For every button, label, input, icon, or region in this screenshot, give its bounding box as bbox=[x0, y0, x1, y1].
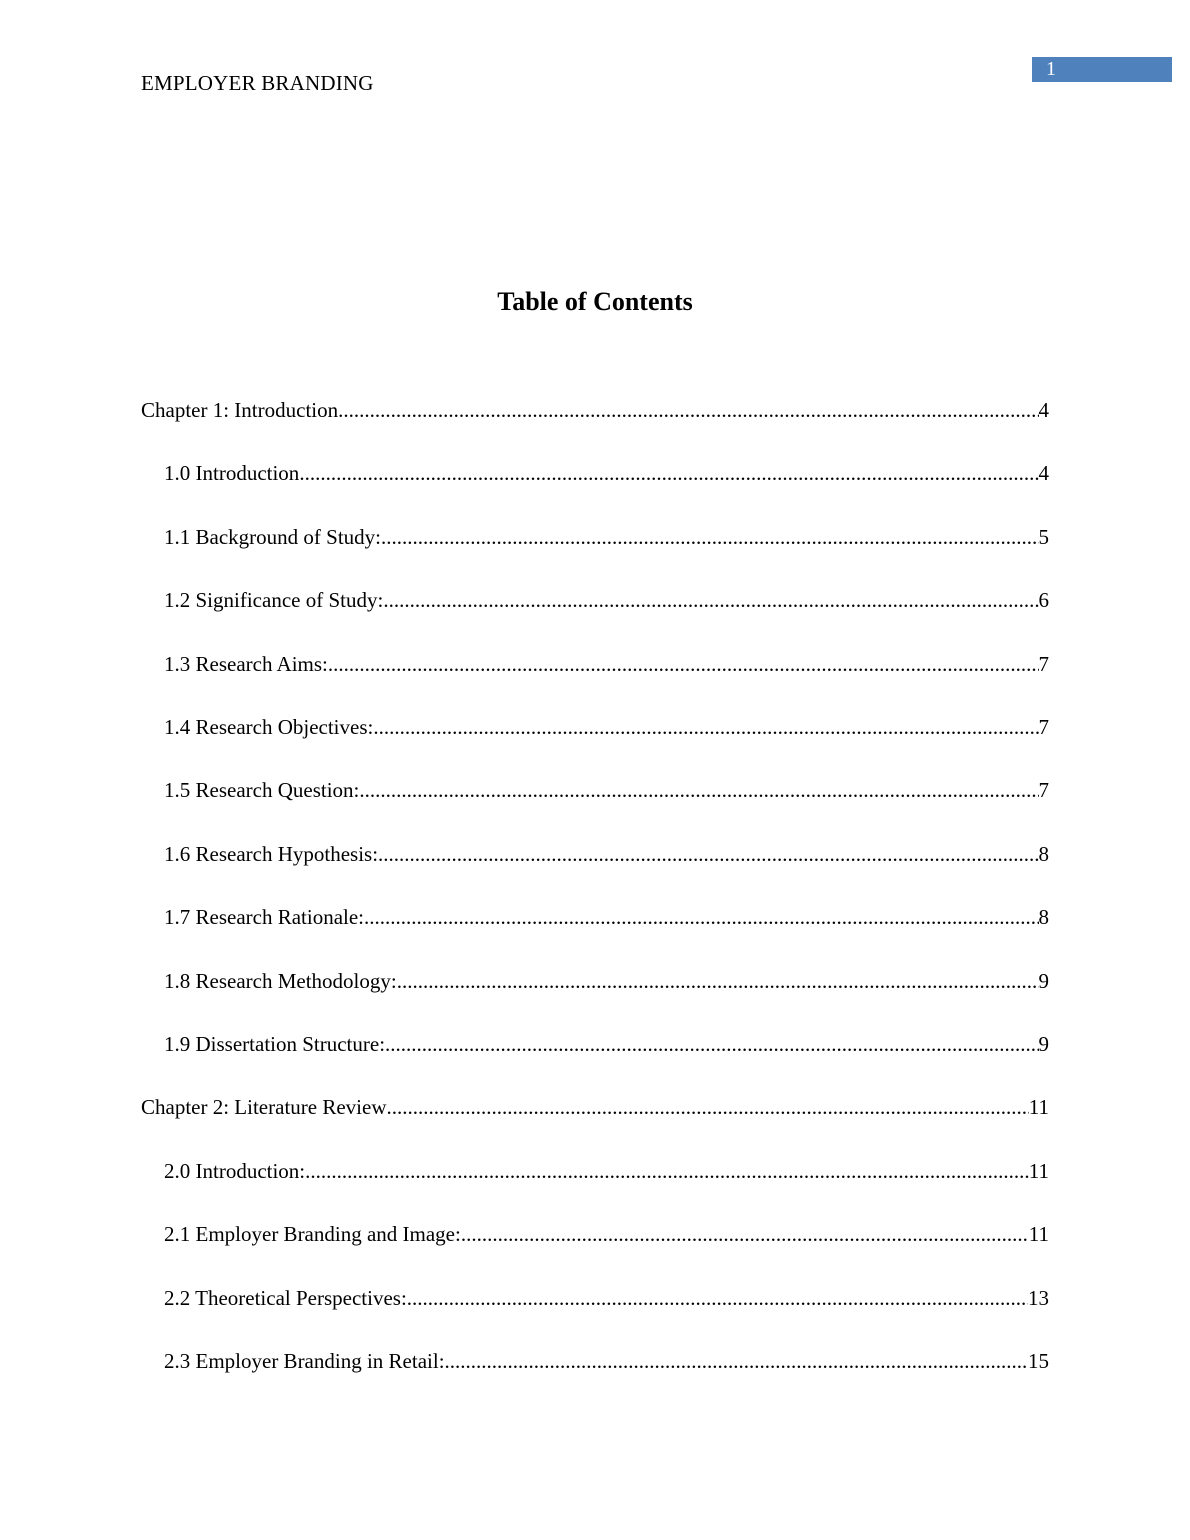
page-number-badge: 1 bbox=[1032, 57, 1172, 82]
toc-dot-leader bbox=[373, 713, 1038, 741]
toc-entry[interactable] bbox=[164, 1157, 1049, 1185]
toc-title: Table of Contents bbox=[497, 287, 693, 316]
toc-entry-page: 5 bbox=[1038, 525, 1049, 549]
toc-entry[interactable] bbox=[164, 523, 1049, 551]
toc-entry-page: 7 bbox=[1038, 652, 1049, 676]
toc-dot-leader bbox=[407, 1284, 1028, 1312]
toc-dot-leader bbox=[299, 459, 1038, 487]
toc-dot-leader bbox=[397, 967, 1039, 995]
toc-entry[interactable] bbox=[141, 1093, 1049, 1121]
toc-entry-label: 2.3 Employer Branding in Retail: bbox=[164, 1349, 445, 1373]
toc-entry-page: 11 bbox=[1028, 1222, 1049, 1246]
toc-dot-leader bbox=[383, 586, 1038, 614]
toc-entry-page: 8 bbox=[1038, 905, 1049, 929]
toc-entry[interactable] bbox=[164, 1030, 1049, 1058]
toc-entry-label: Chapter 2: Literature Review bbox=[141, 1095, 387, 1119]
toc-entry-page: 11 bbox=[1028, 1159, 1049, 1183]
toc-entry-label: 1.0 Introduction bbox=[164, 461, 300, 485]
toc-dot-leader bbox=[381, 523, 1039, 551]
toc-dot-leader bbox=[328, 650, 1039, 678]
toc-dot-leader bbox=[387, 1093, 1029, 1121]
toc-entry[interactable] bbox=[164, 967, 1049, 995]
toc-dot-leader bbox=[364, 903, 1038, 931]
toc-entry-label: 2.2 Theoretical Perspectives: bbox=[164, 1286, 407, 1310]
toc-entry-page: 6 bbox=[1038, 588, 1049, 612]
toc-dot-leader bbox=[445, 1347, 1028, 1375]
toc-entry[interactable] bbox=[141, 396, 1049, 424]
toc-entry-page: 11 bbox=[1028, 1095, 1049, 1119]
toc-entry-page: 4 bbox=[1038, 398, 1049, 422]
toc-entry-page: 7 bbox=[1038, 778, 1049, 802]
toc-entry-label: Chapter 1: Introduction bbox=[141, 398, 339, 422]
toc-entry-label: 1.3 Research Aims: bbox=[164, 652, 328, 676]
toc-entry[interactable] bbox=[164, 650, 1049, 678]
toc-entry-label: 2.0 Introduction: bbox=[164, 1159, 306, 1183]
toc-entry[interactable] bbox=[164, 713, 1049, 741]
toc-entry[interactable] bbox=[164, 903, 1049, 931]
toc-entry[interactable] bbox=[164, 840, 1049, 868]
toc-dot-leader bbox=[359, 776, 1038, 804]
toc-entry-label: 2.1 Employer Branding and Image: bbox=[164, 1222, 461, 1246]
running-head: EMPLOYER BRANDING bbox=[141, 71, 374, 95]
toc-entry-label: 1.5 Research Question: bbox=[164, 778, 360, 802]
toc-dot-leader bbox=[461, 1220, 1029, 1248]
toc-dot-leader bbox=[378, 840, 1038, 868]
toc-entry[interactable] bbox=[164, 1347, 1049, 1375]
toc-dot-leader bbox=[305, 1157, 1029, 1185]
toc-entry-label: 1.9 Dissertation Structure: bbox=[164, 1032, 386, 1056]
toc-entry[interactable] bbox=[164, 1220, 1049, 1248]
toc-entry[interactable] bbox=[164, 586, 1049, 614]
toc-entry-label: 1.6 Research Hypothesis: bbox=[164, 842, 379, 866]
toc-entry-label: 1.7 Research Rationale: bbox=[164, 905, 365, 929]
toc-entry-label: 1.1 Background of Study: bbox=[164, 525, 381, 549]
toc-dot-leader bbox=[338, 396, 1038, 424]
toc-entry-page: 9 bbox=[1038, 1032, 1049, 1056]
toc-entry[interactable] bbox=[164, 459, 1049, 487]
toc-entry-page: 8 bbox=[1038, 842, 1049, 866]
toc-entry-label: 1.8 Research Methodology: bbox=[164, 969, 397, 993]
toc-entry-page: 9 bbox=[1038, 969, 1049, 993]
toc-entry[interactable] bbox=[164, 776, 1049, 804]
toc-entry[interactable] bbox=[164, 1284, 1049, 1312]
toc-entry-label: 1.4 Research Objectives: bbox=[164, 715, 374, 739]
toc-entry-page: 7 bbox=[1038, 715, 1049, 739]
toc-entry-label: 1.2 Significance of Study: bbox=[164, 588, 384, 612]
toc-entry-page: 15 bbox=[1028, 1349, 1049, 1373]
toc-dot-leader bbox=[385, 1030, 1038, 1058]
toc-entry-page: 13 bbox=[1028, 1286, 1049, 1310]
toc-entry-page: 4 bbox=[1038, 461, 1049, 485]
